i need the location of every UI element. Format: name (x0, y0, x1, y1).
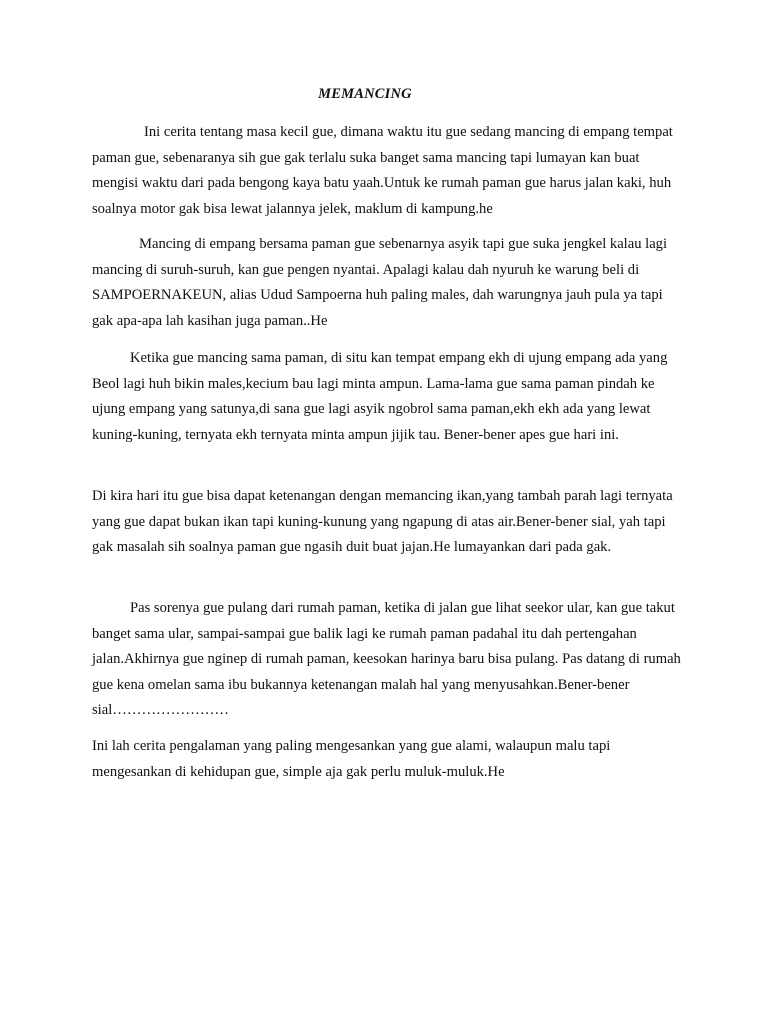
paragraph-6: Ini lah cerita pengalaman yang paling mengesankan yang gue alami, walaupun malu tapi mengesankan di kehidupan gue, simple aja gak perlu muluk-muluk.He (92, 738, 611, 780)
paragraph-4: Di kira hari itu gue bisa dapat ketenangan dengan memancing ikan,yang tambah parah lagi ternyata yang gue dapat bukan ikan tapi kuning-kunung yang ngapung di atas air.Bener-bener sial, yah tapi gak masalah sih soalnya paman gue ngasih duit buat jajan.He lumayankan dari pada gak. (92, 488, 673, 555)
title-text: MEMANCING (318, 86, 412, 102)
paragraph-2: Mancing di empang bersama paman gue sebenarnya asyik tapi gue suka jengkel kalau lagi mancing di suruh-suruh, kan gue pengen nyantai. Apalagi kalau dah nyuruh ke warung beli di SAMPOERNAKEUN, alias Udud Sampoerna huh paling males, dah warungnya jauh pula ya tapi gak apa-apa lah kasihan juga paman..He (92, 236, 668, 329)
paragraph-3: Ketika gue mancing sama paman, di situ kan tempat empang ekh di ujung empang ada yang Beol lagi huh bikin males,kecium bau lagi minta ampun. Lama-lama gue sama paman pindah ke ujung empang yang satunya,di sana gue lagi asyik ngobrol sama paman,ekh ekh ada yang lewat kuning-kuning, ternyata ekh ternyata minta ampun jijik tau. Bener-bener apes gue hari ini. (92, 350, 668, 443)
paragraph-1: Ini cerita tentang masa kecil gue, dimana waktu itu gue sedang mancing di empang tempat paman gue, sebenaranya sih gue gak terlalu suka banget sama mancing tapi lumayan kan buat mengisi waktu dari pada bengong kaya batu yaah.Untuk ke rumah paman gue harus jalan kaki, huh soalnya motor gak bisa lewat jalannya jelek, maklum di kampung.he (92, 124, 673, 217)
document-title (0, 86, 728, 103)
paragraph-5: Pas sorenya gue pulang dari rumah paman, ketika di jalan gue lihat seekor ular, kan gue takut banget sama ular, sampai-sampai gue balik lagi ke rumah paman padahal itu dah pertengahan jalan.Akhirnya gue nginep di rumah paman, keesokan harinya baru bisa pulang. Pas datang di rumah gue kena omelan sama ibu bukannya ketenangan malah hal yang menyusahkan.Bener-bener sial…………………… (92, 600, 681, 718)
